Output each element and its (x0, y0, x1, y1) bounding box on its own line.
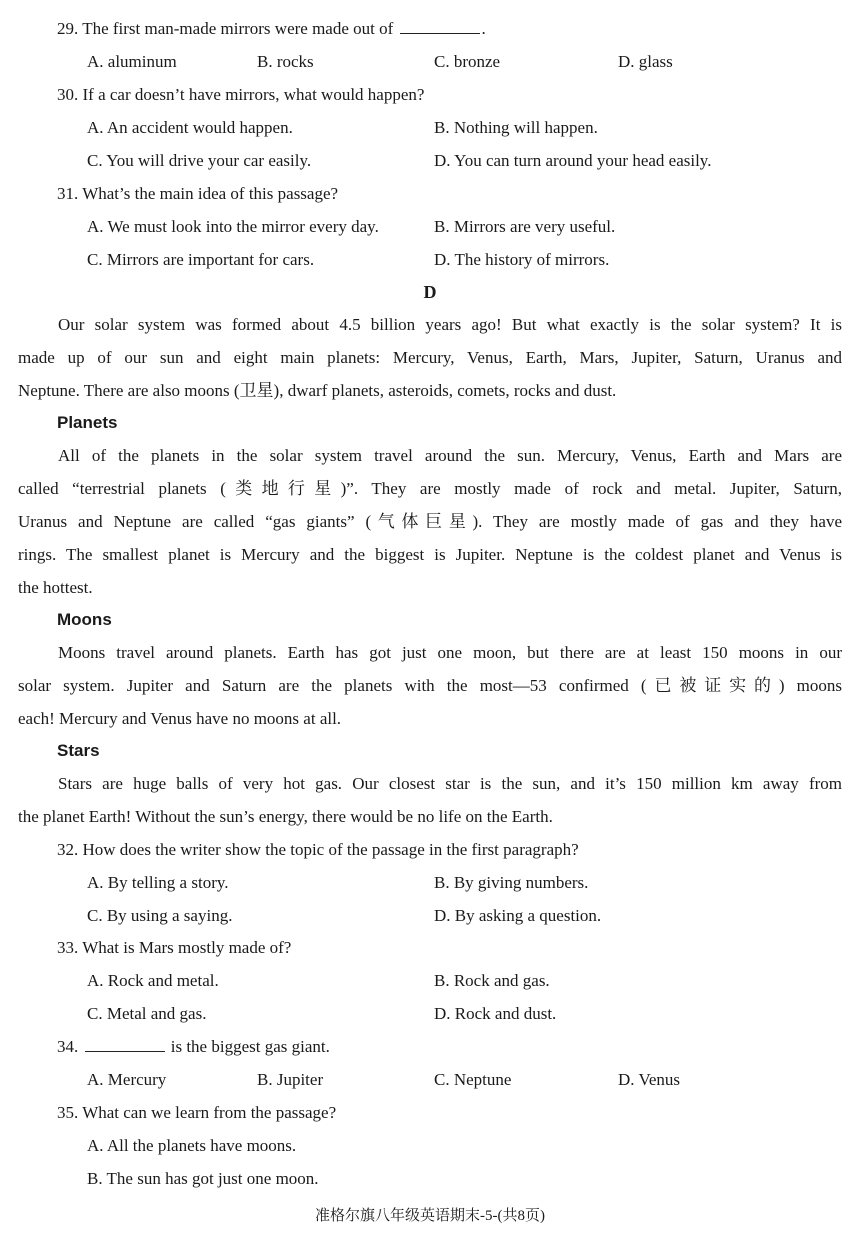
moons-heading: Moons (57, 610, 112, 629)
question-30-option-c[interactable]: C. You will drive your car easily. (87, 151, 312, 170)
intro-line-2: made up of our sun and eight main planets: Mercury, Venus, Earth, Mars, Jupiter, Saturn, Uranus and (18, 348, 842, 367)
question-30-option-b[interactable]: B. Nothing will happen. (434, 118, 598, 137)
stars-heading: Stars (57, 741, 100, 760)
question-33-stem: 33. What is Mars mostly made of? (57, 938, 292, 957)
question-33-option-b[interactable]: B. Rock and gas. (434, 971, 550, 990)
stars-line-2: the planet Earth! Without the sun’s energy, there would be no life on the Earth. (18, 807, 553, 826)
question-34-stem-before: 34. (57, 1037, 79, 1056)
question-34-stem-after: is the biggest gas giant. (170, 1037, 330, 1056)
planets-line-1: All of the planets in the solar system travel around the sun. Mercury, Venus, Earth and Mars are (58, 446, 842, 465)
question-31-option-b[interactable]: B. Mirrors are very useful. (434, 217, 616, 236)
moons-line-2: solar system. Jupiter and Saturn are the planets with the most—53 confirmed (已被证实的) moons (18, 676, 842, 695)
question-31-option-a[interactable]: A. We must look into the mirror every day. (87, 217, 379, 236)
question-35-option-a[interactable]: A. All the planets have moons. (87, 1136, 297, 1155)
question-34-option-d[interactable]: D. Venus (618, 1070, 681, 1089)
question-29-stem-before: 29. The first man-made mirrors were made out of (57, 19, 394, 38)
moons-line-1: Moons travel around planets. Earth has got just one moon, but there are at least 150 moons in our (58, 643, 842, 662)
question-35-stem: 35. What can we learn from the passage? (57, 1103, 337, 1122)
question-35-option-b[interactable]: B. The sun has got just one moon. (87, 1169, 319, 1188)
planets-line-3: Uranus and Neptune are called “gas giants” (气体巨星). They are mostly made of gas and they have (18, 512, 842, 531)
question-34-stem (57, 1036, 860, 1058)
question-29-option-a[interactable]: A. aluminum (87, 52, 177, 71)
question-31-option-d[interactable]: D. The history of mirrors. (434, 250, 610, 269)
stars-line-1: Stars are huge balls of very hot gas. Our closest star is the sun, and it’s 150 million km away from (58, 774, 842, 793)
answer-blank (400, 19, 480, 34)
question-32-option-a[interactable]: A. By telling a story. (87, 873, 229, 892)
planets-heading: Planets (57, 413, 118, 432)
planets-line-5: the hottest. (18, 578, 93, 597)
intro-line-1: Our solar system was formed about 4.5 billion years ago! But what exactly is the solar system? It is (58, 315, 842, 334)
question-32-option-c[interactable]: C. By using a saying. (87, 906, 233, 925)
question-32-option-d[interactable]: D. By asking a question. (434, 906, 602, 925)
page-footer: 准格尔旗八年级英语期末-5-(共8页) (315, 1208, 545, 1224)
question-29-stem (57, 18, 860, 40)
question-29-option-b[interactable]: B. rocks (257, 52, 314, 71)
question-29-option-c[interactable]: C. bronze (434, 52, 501, 71)
question-29-option-d[interactable]: D. glass (618, 52, 673, 71)
question-30-option-d[interactable]: D. You can turn around your head easily. (434, 151, 712, 170)
question-33-option-c[interactable]: C. Metal and gas. (87, 1004, 207, 1023)
section-d-title: D (423, 282, 437, 302)
intro-line-3: Neptune. There are also moons (卫星), dwarf planets, asteroids, comets, rocks and dust. (18, 381, 617, 400)
question-31-stem: 31. What’s the main idea of this passage? (57, 184, 339, 203)
question-33-option-d[interactable]: D. Rock and dust. (434, 1004, 557, 1023)
question-33-option-a[interactable]: A. Rock and metal. (87, 971, 219, 990)
question-34-option-c[interactable]: C. Neptune (434, 1070, 512, 1089)
question-30-option-a[interactable]: A. An accident would happen. (87, 118, 293, 137)
answer-blank (85, 1037, 165, 1052)
question-32-option-b[interactable]: B. By giving numbers. (434, 873, 589, 892)
planets-line-2: called “terrestrial planets (类地行星)”. They are mostly made of rock and metal. Jupiter, Saturn, (18, 479, 842, 498)
question-30-stem: 30. If a car doesn’t have mirrors, what would happen? (57, 85, 425, 104)
question-29-stem-after: . (481, 19, 486, 38)
moons-line-3: each! Mercury and Venus have no moons at all. (18, 709, 342, 728)
question-31-option-c[interactable]: C. Mirrors are important for cars. (87, 250, 315, 269)
question-32-stem: 32. How does the writer show the topic of the passage in the first paragraph? (57, 840, 579, 859)
question-34-option-a[interactable]: A. Mercury (87, 1070, 167, 1089)
planets-line-4: rings. The smallest planet is Mercury and the biggest is Jupiter. Neptune is the coldest planet and Venus is (18, 545, 842, 564)
question-34-option-b[interactable]: B. Jupiter (257, 1070, 324, 1089)
